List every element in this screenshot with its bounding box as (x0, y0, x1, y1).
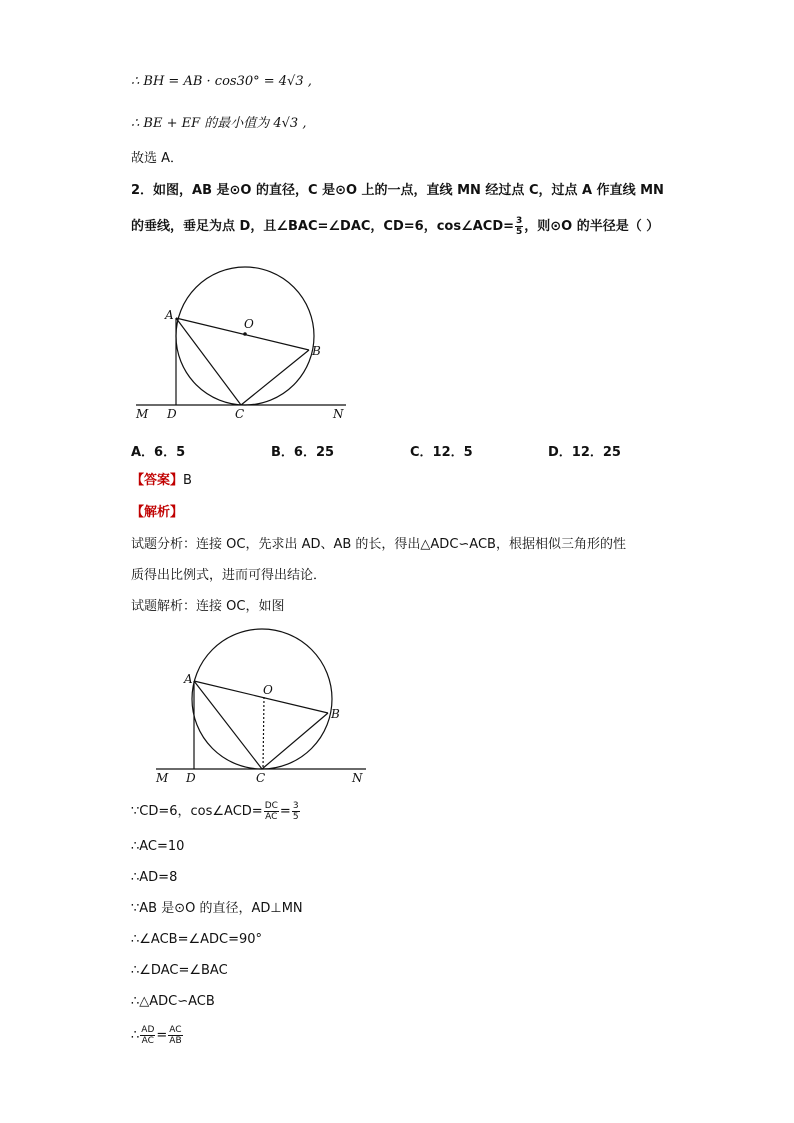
label-n: N (333, 407, 344, 421)
cos-fraction-numerator: 3 (516, 216, 523, 226)
segment-bc (241, 350, 309, 405)
step-8-frac1-den: AC (141, 1036, 154, 1046)
analysis-tag: 【解析】 (131, 505, 184, 520)
label-d: D (167, 407, 177, 421)
circle-o (176, 267, 314, 405)
step-8-prefix: ∴ (131, 1028, 140, 1043)
geometry-figure-1 (130, 262, 360, 424)
hint-line-1: 试题分析：连接 OC，先求出 AD、AB 的长，得出△ADC∽ACB，根据相似三角形的性 (131, 537, 626, 552)
min-value-equation: ∴ BE + EF 的最小值为 4√3 , (131, 116, 307, 131)
label-a: A (165, 308, 174, 322)
bh-equation: ∴ BH = AB · cos30° = 4√3 , (131, 74, 312, 89)
step-8-frac2-den: AB (169, 1036, 182, 1046)
segment-oc-dotted (263, 697, 264, 769)
option-d: D．12．25 (548, 445, 621, 460)
geometry-figure-2 (152, 622, 372, 787)
question-text-2b: ，则⊙O 的半径是（ ） (524, 219, 660, 234)
label-b-2: B (331, 707, 340, 721)
question-line-1 (131, 182, 664, 200)
option-a: A．6．5 (131, 445, 186, 460)
cos-fraction-denominator: 5 (516, 227, 523, 237)
step-8-frac1-num: AD (141, 1025, 155, 1035)
step-7: ∴△ADC∽ACB (131, 994, 215, 1009)
step-1-equals: = (279, 804, 291, 819)
option-b: B．6．25 (271, 445, 335, 460)
question-text-2a: 的垂线，垂足为点 D，且∠BAC=∠DAC，CD=6，cos∠ACD= (131, 219, 515, 234)
hint-line-2: 质得出比例式，进而可得出结论． (131, 568, 327, 583)
label-m-2: M (156, 771, 169, 785)
label-b: B (312, 344, 321, 358)
circle-o-2 (192, 629, 332, 769)
step-8-fraction-1 (140, 1025, 155, 1046)
label-n-2: N (352, 771, 363, 785)
cos-fraction (515, 216, 523, 237)
label-c-2: C (256, 771, 266, 785)
choose-a-line: 故选 A． (131, 151, 184, 166)
step-1-frac2-num: 3 (292, 801, 299, 811)
label-o-2: O (263, 683, 273, 697)
label-o: O (244, 317, 254, 331)
question-line-2 (131, 216, 659, 237)
step-1-frac2-den: 5 (292, 812, 299, 822)
step-2: ∴AC=10 (131, 839, 185, 854)
step-8-equals: = (156, 1028, 168, 1043)
step-8-frac2-num: AC (169, 1025, 182, 1035)
center-point (243, 332, 247, 336)
step-6: ∴∠DAC=∠BAC (131, 963, 228, 978)
label-m: M (136, 407, 149, 421)
step-1-fraction-1 (264, 801, 279, 822)
answer-line (131, 472, 192, 490)
step-1 (131, 801, 301, 822)
label-c: C (235, 407, 245, 421)
step-1-text: ∵CD=6，cos∠ACD= (131, 804, 263, 819)
option-c: C．12．5 (410, 445, 473, 460)
label-d-2: D (186, 771, 196, 785)
step-1-frac1-den: AC (265, 812, 278, 822)
step-8-fraction-2 (168, 1025, 182, 1046)
step-8 (131, 1025, 184, 1046)
step-3: ∴AD=8 (131, 870, 178, 885)
question-number: 2 (131, 183, 141, 198)
answer-value: B (183, 473, 192, 488)
step-5: ∴∠ACB=∠ADC=90° (131, 932, 263, 947)
step-1-frac1-num: DC (264, 801, 278, 811)
answer-tag: 【答案】 (131, 473, 184, 488)
step-4: ∵AB 是⊙O 的直径，AD⊥MN (131, 901, 303, 916)
label-a-2: A (184, 672, 193, 686)
step-1-fraction-2 (292, 801, 300, 822)
segment-ab-2 (194, 681, 328, 713)
solution-intro: 试题解析：连接 OC，如图 (131, 599, 285, 614)
question-text-1: ．如图，AB 是⊙O 的直径，C 是⊙O 上的一点，直线 MN 经过点 C，过点 A 作直线 MN (140, 183, 664, 198)
